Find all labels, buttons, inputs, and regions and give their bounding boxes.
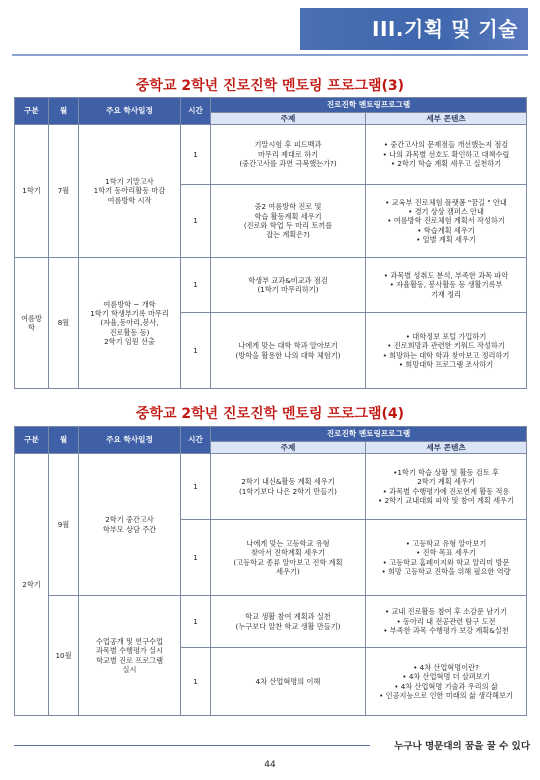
cell-text-line: • 희망대학 프로그램 조사하기 — [398, 359, 494, 369]
table-row — [15, 596, 527, 648]
table-row — [15, 258, 527, 313]
cell-text-line: • 과목별 수행평가에 진로연계 활동 적용 — [382, 486, 510, 496]
header-topic: 주제 — [211, 442, 366, 454]
header-month: 월 — [49, 427, 79, 454]
cell-text-line: (1학기보다 나은 2학기 만들기) — [239, 486, 337, 496]
time-cell: 1 — [181, 313, 211, 389]
header-time: 시간 — [181, 98, 211, 125]
cell-text-line: 1학기 기말고사 — [105, 176, 154, 186]
cell-text-line: 학생부 교과&비교과 점검 — [248, 275, 328, 285]
detail-cell — [366, 258, 527, 313]
cell-text-line: • 4차 산업혁명이란? — [413, 662, 479, 672]
detail-cell — [366, 313, 527, 389]
detail-cell — [366, 454, 527, 520]
cell-text-line: • 희망 고등학교 진학을 위해 필요한 역량 — [381, 566, 511, 576]
cell-text-line: 2학기 계획 세우기 — [417, 477, 475, 487]
cell-text-line: 찾아서 진학계획 세우기 — [250, 548, 325, 558]
header-month: 월 — [49, 98, 79, 125]
cell-text-line: 중2 여름방학 진로 및 — [254, 202, 322, 212]
month-cell: 9월 — [49, 454, 79, 596]
division-cell: 1학기 — [15, 125, 49, 258]
month-cell: 10월 — [49, 596, 79, 716]
time-cell: 1 — [181, 125, 211, 185]
schedule-cell — [79, 454, 181, 596]
cell-text-line: • 4차 산업혁명 더 살펴보기 — [402, 672, 490, 682]
footer-slogan: 누구나 명문대의 꿈을 꿀 수 있다 — [394, 741, 530, 752]
cell-text-line: 2학기 내신&활동 계획 세우기 — [241, 477, 335, 487]
topic-cell — [211, 125, 366, 185]
cell-text-line: • 대학정보 포털 가입하기 — [405, 331, 487, 341]
header-time: 시간 — [181, 427, 211, 454]
cell-text-line: 세우기) — [276, 566, 300, 576]
schedule-cell — [79, 258, 181, 389]
cell-text-line: 1학기 학생부기록 마무리 — [90, 308, 169, 318]
table-row — [15, 125, 527, 185]
schedule-cell — [79, 596, 181, 716]
page-number: 44 — [264, 760, 276, 770]
detail-cell — [366, 520, 527, 596]
cell-text-line: •1학기 학습 상황 및 활동 검토 후 — [393, 467, 499, 477]
time-cell: 1 — [181, 185, 211, 258]
time-cell: 1 — [181, 648, 211, 716]
schedule-cell — [79, 125, 181, 258]
cell-text-line: 2학기 중간고사 — [105, 515, 154, 525]
cell-text-line: (자율,동아리,봉사, — [100, 318, 159, 328]
cell-text-line: 나에게 맞는 대학 학과 알아보기 — [238, 341, 338, 351]
detail-cell — [366, 185, 527, 258]
cell-text-line: 학교 생활 참여 계획과 실천 — [245, 612, 331, 622]
header-topic: 주제 — [211, 113, 366, 125]
header-detail: 세부 콘텐츠 — [366, 442, 527, 454]
cell-text-line: • 교육부 진로체험 플랫폼 "꿈길 " 안내 — [385, 197, 507, 207]
cell-text-line: 1학기 동아리활동 마감 — [93, 186, 166, 196]
detail-cell — [366, 648, 527, 716]
cell-text-line: 과목별 수행평가 실시 — [95, 646, 164, 656]
cell-text-line: • 여름방학 진로체험 계획서 작성하기 — [387, 216, 505, 226]
header-program: 진로진학 멘토링프로그램 — [211, 98, 527, 113]
cell-text-line: • 고등학교 유형 알아보기 — [405, 538, 487, 548]
topic-cell — [211, 258, 366, 313]
cell-text-line: 수업공개 및 연구수업 — [95, 636, 164, 646]
time-cell: 1 — [181, 454, 211, 520]
header-division: 구분 — [15, 427, 49, 454]
time-cell: 1 — [181, 596, 211, 648]
cell-text-line: 실시 — [122, 664, 137, 674]
topic-cell — [211, 313, 366, 389]
cell-text-line: • 부족한 과목 수행평가 보강 계획&실천 — [383, 626, 509, 636]
cell-text-line: 학부모 상담 주간 — [102, 524, 157, 534]
header-detail: 세부 콘텐츠 — [366, 113, 527, 125]
program-table-4 — [14, 426, 527, 716]
cell-text-line: 학습 활동계획 세우기 — [254, 211, 322, 221]
cell-text-line: • 진로희망과 관련한 키워드 작성하기 — [387, 341, 505, 351]
time-cell: 1 — [181, 520, 211, 596]
topic-cell — [211, 648, 366, 716]
topic-cell — [211, 520, 366, 596]
cell-text-line: 기재 정리 — [430, 289, 462, 299]
chapter-title: III.기획 및 기술 — [372, 17, 518, 41]
cell-text-line: • 학습계획 세우기 — [417, 225, 475, 235]
cell-text-line: 여름방학 시작 — [107, 195, 152, 205]
cell-text-line: (진로와 학업 두 마리 토끼를 — [243, 221, 333, 230]
topic-cell — [211, 185, 366, 258]
division-cell: 2학기 — [15, 454, 49, 716]
cell-text-line: 학교별 진로 프로그램 — [95, 655, 164, 665]
cell-text-line: (방학을 활용한 나의 대학 체험기) — [235, 350, 341, 360]
division-cell: 여름방학 — [15, 258, 49, 389]
table-row — [15, 454, 527, 520]
cell-text-line: 마무리 제대로 하기 — [257, 149, 319, 159]
cell-text-line: 2학기 임원 선출 — [104, 337, 155, 347]
detail-cell — [366, 596, 527, 648]
cell-text-line: • 진학 목표 세우기 — [416, 548, 476, 558]
cell-text-line: • 동아리 내 전공관련 탐구 도전 — [396, 616, 496, 626]
cell-text-line: 기말시험 후 피드백과 — [254, 140, 322, 150]
cell-text-line: • 2학기 교내대회 파악 및 참여 계획 세우기 — [378, 495, 514, 505]
cell-text-line: 여름방학 ~ 개학 — [103, 299, 156, 309]
section-title-1: 중학교 2학년 진로진학 멘토링 프로그램(3) — [135, 78, 405, 94]
cell-text-line: • 고등학교 홈페이지와 학교 알리미 방문 — [382, 557, 510, 567]
month-cell: 7월 — [49, 125, 79, 258]
topic-cell — [211, 596, 366, 648]
program-table-3 — [14, 97, 527, 389]
cell-text-line: • 경기 상상 캠퍼스 안내 — [408, 206, 484, 216]
cell-text-line: 나에게 맞는 고등학교 유형 — [246, 538, 330, 548]
cell-text-line: (고등학교 종류 알아보고 진학 계획 — [233, 557, 343, 567]
month-cell: 8월 — [49, 258, 79, 389]
cell-text-line: • 2학기 학습 계획 세우고 실천하기 — [390, 159, 502, 169]
header-program: 진로진학 멘토링프로그램 — [211, 427, 527, 442]
time-cell: 1 — [181, 258, 211, 313]
cell-text-line: 잡는 계획은?) — [266, 230, 310, 240]
footer-divider — [14, 745, 370, 746]
cell-text-line: • 일별 계획 세우기 — [416, 235, 476, 245]
header-divider — [12, 54, 528, 56]
cell-text-line: (누구보다 알찬 학교 생활 만들기) — [235, 621, 341, 631]
cell-text-line: • 중간고사의 문제점들 개선했는지 점검 — [383, 140, 509, 150]
section-title-2: 중학교 2학년 진로진학 멘토링 프로그램(4) — [135, 406, 405, 422]
cell-text-line: • 과목별 성취도 분석, 부족한 과목 파악 — [383, 270, 509, 280]
cell-text-line: • 나의 과목별 선호도 확인하고 대책수립 — [382, 149, 510, 159]
cell-text-line: (중간고사를 과연 극복했는가?) — [239, 159, 337, 169]
header-schedule: 주요 학사일정 — [79, 427, 181, 454]
cell-text-line: 진로활동 등) — [109, 327, 150, 337]
detail-cell — [366, 125, 527, 185]
cell-text-line: • 희망하는 대학 학과 찾아보고 정리하기 — [382, 350, 510, 360]
header-division: 구분 — [15, 98, 49, 125]
cell-text-line: • 교내 진로활동 참여 후 소감문 남기기 — [384, 607, 508, 617]
topic-cell — [211, 454, 366, 520]
header-schedule: 주요 학사일정 — [79, 98, 181, 125]
cell-text-line: 4차 산업혁명의 이해 — [255, 676, 321, 686]
cell-text-line: (1학기 마무리하기) — [257, 285, 319, 294]
cell-text-line: • 자율활동, 봉사활동 등 생활기록부 — [389, 280, 503, 290]
cell-text-line: • 인공지능으로 인한 미래의 삶 생각해보기 — [379, 690, 513, 700]
cell-text-line: • 4차 산업혁명 기술과 우리의 삶 — [394, 681, 498, 691]
